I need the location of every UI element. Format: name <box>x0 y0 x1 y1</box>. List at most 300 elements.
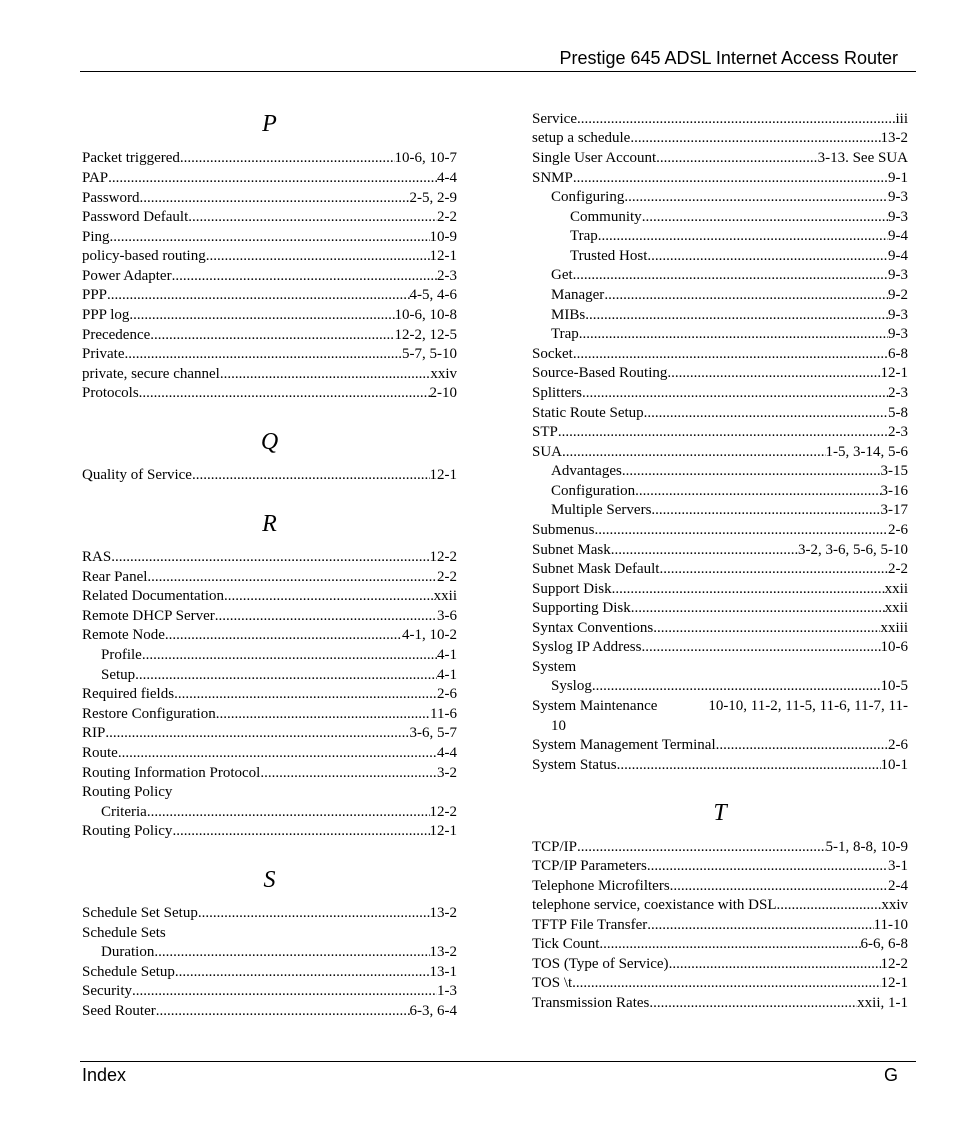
index-entry <box>532 423 908 443</box>
section-letter-heading: R <box>262 511 277 537</box>
index-page-refs: 10-10, 11-2, 11-5, 11-6, 11-7, 11- <box>708 698 908 714</box>
dot-leader <box>216 705 430 725</box>
index-page-refs: 2-3 <box>888 424 908 440</box>
index-page-refs: 3-15 <box>880 463 908 479</box>
dot-leader <box>667 364 880 384</box>
index-term: PPP log <box>82 307 130 323</box>
index-entry <box>82 247 457 267</box>
index-entry <box>532 521 908 541</box>
index-entry <box>82 963 457 983</box>
index-term: Setup <box>101 667 136 683</box>
index-page-refs: 4-4 <box>437 170 457 186</box>
dot-leader <box>108 169 437 189</box>
index-term: TCP/IP Parameters <box>532 858 647 874</box>
index-term: Subnet Mask Default <box>532 561 660 577</box>
index-entry <box>532 286 908 306</box>
dot-leader <box>617 756 881 776</box>
dot-leader <box>670 877 888 897</box>
index-entry <box>82 904 457 924</box>
dot-leader <box>188 208 437 228</box>
dot-leader <box>558 423 888 443</box>
index-entry <box>82 286 457 306</box>
index-entry <box>532 736 908 756</box>
index-term: Schedule Sets <box>82 925 166 941</box>
index-entry <box>532 935 908 955</box>
dot-leader <box>599 935 860 955</box>
index-term: Community <box>570 209 642 225</box>
index-page-refs: 2-2 <box>437 209 457 225</box>
index-term: Trap <box>551 326 579 342</box>
index-term: Protocols <box>82 385 139 401</box>
footer-section-label: Index <box>82 1065 127 1085</box>
index-page-refs: 9-1 <box>888 170 908 186</box>
dot-leader <box>156 1002 410 1022</box>
index-term: Duration <box>101 944 155 960</box>
index-term: Restore Configuration <box>82 706 216 722</box>
index-entry <box>82 943 457 963</box>
index-page-refs: 3-2, 3-6, 5-6, 5-10 <box>798 542 908 558</box>
index-page-refs: 12-1 <box>429 823 457 839</box>
dot-leader <box>180 149 395 169</box>
index-page-refs: 3-6 <box>437 608 457 624</box>
index-entry <box>532 345 908 365</box>
dot-leader <box>110 228 430 248</box>
index-page-refs: 11-6 <box>430 706 457 722</box>
dot-leader <box>635 482 880 502</box>
dot-leader <box>198 904 430 924</box>
index-term: System Management Terminal <box>532 737 716 753</box>
index-term: Configuring <box>551 189 625 205</box>
index-entry <box>532 501 908 521</box>
index-entry <box>82 326 457 346</box>
dot-leader <box>139 384 430 404</box>
index-term: Socket <box>532 346 573 362</box>
index-entry <box>532 580 908 600</box>
index-page-refs: 13-1 <box>429 964 457 980</box>
index-page-refs: 10-5 <box>880 678 908 694</box>
index-term: Routing Policy <box>82 784 173 800</box>
index-entry <box>532 482 908 502</box>
dot-leader <box>642 208 888 228</box>
index-page-refs: 4-4 <box>437 745 457 761</box>
index-term: Support Disk <box>532 581 612 597</box>
index-term: Precedence <box>82 327 151 343</box>
index-page-refs: 13-2 <box>429 944 457 960</box>
index-entry <box>82 267 457 287</box>
dot-leader <box>165 626 402 646</box>
index-page-refs: 13-2 <box>880 130 908 146</box>
dot-leader <box>206 247 430 267</box>
index-page-refs: 2-6 <box>437 686 457 702</box>
index-entry <box>82 345 457 365</box>
index-term: Packet triggered <box>82 150 180 166</box>
index-entry <box>82 228 457 248</box>
index-page-refs: 9-3 <box>888 267 908 283</box>
index-entry <box>532 896 908 916</box>
dot-leader <box>573 169 888 189</box>
index-term: Schedule Setup <box>82 964 175 980</box>
index-term: Quality of Service <box>82 467 192 483</box>
dot-leader <box>172 822 429 842</box>
index-page-refs: xxii <box>884 600 908 616</box>
dot-leader <box>174 685 437 705</box>
index-page-refs: 2-4 <box>888 878 908 894</box>
index-page-refs: 11-10 <box>873 917 908 933</box>
index-entry <box>532 838 908 858</box>
index-term: Private <box>82 346 125 362</box>
index-term: PPP <box>82 287 108 303</box>
dot-leader <box>656 149 817 169</box>
dot-leader <box>624 188 888 208</box>
index-term: Schedule Set Setup <box>82 905 198 921</box>
dot-leader <box>598 227 888 247</box>
index-page-refs: 2-3 <box>888 385 908 401</box>
dot-leader <box>142 646 437 666</box>
dot-leader <box>147 568 437 588</box>
index-entry <box>82 365 457 385</box>
dot-leader <box>647 857 888 877</box>
index-entry <box>532 149 908 169</box>
dot-leader <box>647 916 873 936</box>
index-entry <box>532 541 908 561</box>
index-page-refs: 3-6, 5-7 <box>409 725 457 741</box>
index-entry <box>532 227 908 247</box>
index-page-refs: 12-2, 12-5 <box>394 327 457 343</box>
index-page-refs: 3-17 <box>880 502 908 518</box>
index-entry <box>82 705 457 725</box>
dot-leader <box>132 982 437 1002</box>
index-entry <box>82 1002 457 1022</box>
index-term: MIBs <box>551 307 586 323</box>
dot-leader <box>215 607 437 627</box>
index-page-refs: 3-1 <box>888 858 908 874</box>
index-entry <box>82 666 457 686</box>
index-term: Subnet Mask <box>532 542 611 558</box>
index-entry <box>532 857 908 877</box>
dot-leader <box>669 955 881 975</box>
index-term: SUA <box>532 444 563 460</box>
dot-leader <box>641 638 880 658</box>
dot-leader <box>595 521 888 541</box>
index-term: telephone service, coexistance with DSL <box>532 897 777 913</box>
index-entry <box>82 189 457 209</box>
header-rule <box>80 71 916 72</box>
index-entry <box>532 599 908 619</box>
index-entry <box>82 822 457 842</box>
dot-leader <box>577 838 825 858</box>
index-entry <box>82 466 457 486</box>
index-term: Trap <box>570 228 598 244</box>
index-entry <box>532 697 908 717</box>
index-entry <box>532 756 908 776</box>
index-entry <box>82 685 457 705</box>
index-term: Required fields <box>82 686 175 702</box>
index-term: RAS <box>82 549 112 565</box>
index-entry <box>82 783 457 803</box>
index-term: System Status <box>532 757 617 773</box>
index-entry <box>532 188 908 208</box>
index-term: Remote Node <box>82 627 165 643</box>
dot-leader <box>573 345 888 365</box>
index-page-refs: 1-5, 3-14, 5-6 <box>825 444 908 460</box>
index-entry <box>82 208 457 228</box>
dot-leader <box>572 974 880 994</box>
footer-page-number: G <box>884 1065 899 1085</box>
dot-leader <box>175 963 430 983</box>
index-page-refs: 10-9 <box>429 229 457 245</box>
dot-leader <box>140 189 410 209</box>
index-entry <box>532 658 908 678</box>
index-entry <box>82 568 457 588</box>
index-term: Telephone Microfilters <box>532 878 670 894</box>
index-page-refs: 12-1 <box>429 467 457 483</box>
index-term: Multiple Servers <box>551 502 652 518</box>
index-term: SNMP <box>532 170 573 186</box>
dot-leader <box>659 560 888 580</box>
index-entry <box>82 803 457 823</box>
index-entry <box>532 916 908 936</box>
section-letter-heading: Q <box>260 429 279 455</box>
index-page-refs: 2-5, 2-9 <box>409 190 457 206</box>
index-page-refs: 6-8 <box>888 346 908 362</box>
index-page-refs: xxiv <box>881 897 908 913</box>
index-page-refs: 12-2 <box>880 956 908 972</box>
index-term: Splitters <box>532 385 583 401</box>
index-entry <box>82 724 457 744</box>
index-page-refs: 2-2 <box>437 569 457 585</box>
index-term: TOS (Type of Service) <box>532 956 669 972</box>
dot-leader <box>125 345 403 365</box>
index-entry <box>532 619 908 639</box>
index-page-refs: 2-3 <box>437 268 457 284</box>
index-page-refs: 2-10 <box>429 385 457 401</box>
index-entry <box>532 994 908 1014</box>
dot-leader <box>150 326 394 346</box>
index-page-refs: 6-6, 6-8 <box>860 936 908 952</box>
index-page-refs: 12-1 <box>880 365 908 381</box>
dot-leader <box>716 736 888 756</box>
dot-leader <box>604 286 888 306</box>
index-entry <box>82 982 457 1002</box>
index-entry <box>532 717 908 737</box>
index-term: Syslog <box>551 678 592 694</box>
index-entry <box>532 364 908 384</box>
dot-leader <box>147 803 430 823</box>
index-term: Manager <box>551 287 605 303</box>
index-page-refs: 10-6 <box>880 639 908 655</box>
index-term: Advantages <box>551 463 622 479</box>
index-page-refs: 2-6 <box>888 737 908 753</box>
dot-leader <box>585 306 888 326</box>
index-term: Static Route Setup <box>532 405 644 421</box>
index-term: Ping <box>82 229 110 245</box>
index-entry <box>532 638 908 658</box>
index-entry <box>532 677 908 697</box>
index-term: System Maintenance <box>532 698 658 714</box>
index-term: Route <box>82 745 118 761</box>
index-page-refs: xxii <box>884 581 908 597</box>
index-term: RIP <box>82 725 106 741</box>
index-page-refs: 9-3 <box>888 209 908 225</box>
index-entry <box>82 169 457 189</box>
dot-leader <box>647 247 888 267</box>
index-page-refs: 9-3 <box>888 326 908 342</box>
index-term: Transmission Rates <box>532 995 650 1011</box>
index-entry <box>82 626 457 646</box>
index-page-refs: 9-4 <box>888 228 908 244</box>
index-term: policy-based routing <box>82 248 206 264</box>
index-page-refs: 5-7, 5-10 <box>402 346 457 362</box>
index-entry <box>532 560 908 580</box>
dot-leader <box>622 462 881 482</box>
index-page-refs: 4-1 <box>437 647 457 663</box>
index-entry <box>82 646 457 666</box>
index-entry <box>532 266 908 286</box>
index-page-refs: 4-1 <box>437 667 457 683</box>
index-entry <box>532 974 908 994</box>
index-term: Trusted Host <box>570 248 648 264</box>
index-term: Power Adapter <box>82 268 172 284</box>
index-entry <box>532 208 908 228</box>
index-page-refs: 12-2 <box>429 549 457 565</box>
index-page-refs: 9-3 <box>888 189 908 205</box>
index-term: Configuration <box>551 483 636 499</box>
footer-rule <box>80 1061 916 1062</box>
index-entry <box>82 384 457 404</box>
index-entry <box>82 924 457 944</box>
index-page-refs: 1-3 <box>437 983 457 999</box>
section-letter-heading: S <box>263 867 276 893</box>
index-term: TOS \t <box>532 975 573 991</box>
index-term: STP <box>532 424 558 440</box>
index-term: Single User Account <box>532 150 657 166</box>
dot-leader <box>573 266 888 286</box>
index-page-refs: 2-2 <box>888 561 908 577</box>
index-entry <box>82 548 457 568</box>
dot-leader <box>592 677 881 697</box>
index-term: System <box>532 659 577 675</box>
index-term: Get <box>551 267 573 283</box>
dot-leader <box>577 110 896 130</box>
index-page-refs: 5-8 <box>888 405 908 421</box>
index-page-refs: 9-4 <box>888 248 908 264</box>
index-entry <box>532 247 908 267</box>
index-entry <box>82 587 457 607</box>
index-term: Security <box>82 983 132 999</box>
index-term: TCP/IP <box>532 839 578 855</box>
index-entry <box>532 325 908 345</box>
index-term: Routing Policy <box>82 823 173 839</box>
index-term: TFTP File Transfer <box>532 917 648 933</box>
index-term: Password <box>82 190 140 206</box>
index-term: Syntax Conventions <box>532 620 654 636</box>
dot-leader <box>260 764 437 784</box>
dot-leader <box>612 580 885 600</box>
index-entry <box>82 306 457 326</box>
index-page-refs: xxiii <box>880 620 908 636</box>
dot-leader <box>224 587 434 607</box>
index-entry <box>532 129 908 149</box>
index-page-refs: xxii, 1-1 <box>857 995 908 1011</box>
index-term: Service <box>532 111 577 127</box>
dot-leader <box>129 306 394 326</box>
index-term: Source-Based Routing <box>532 365 668 381</box>
index-page-refs: 6-3, 6-4 <box>409 1003 457 1019</box>
index-page-refs: 5-1, 8-8, 10-9 <box>825 839 908 855</box>
index-page-refs: 3-2 <box>437 765 457 781</box>
index-term: Related Documentation <box>82 588 225 604</box>
index-page-refs: 9-3 <box>888 307 908 323</box>
index-entry <box>532 110 908 130</box>
dot-leader <box>582 384 888 404</box>
index-entry <box>82 764 457 784</box>
section-letter-heading: P <box>262 111 277 137</box>
index-term: Routing Information Protocol <box>82 765 261 781</box>
dot-leader <box>644 404 888 424</box>
index-term: Submenus <box>532 522 595 538</box>
index-entry <box>532 877 908 897</box>
index-page-refs: 10-6, 10-7 <box>394 150 457 166</box>
dot-leader <box>631 599 885 619</box>
page-header: Prestige 645 ADSL Internet Access Router <box>559 48 898 68</box>
dot-leader <box>192 466 430 486</box>
index-term: Supporting Disk <box>532 600 631 616</box>
dot-leader <box>154 943 429 963</box>
section-letter-heading: T <box>713 800 727 826</box>
index-page-refs: 12-2 <box>429 804 457 820</box>
dot-leader <box>653 619 880 639</box>
index-page-refs: 10-1 <box>880 757 908 773</box>
index-entry <box>532 443 908 463</box>
dot-leader <box>105 724 409 744</box>
dot-leader <box>579 325 888 345</box>
index-term: Password Default <box>82 209 189 225</box>
index-page-refs: iii <box>895 111 908 127</box>
dot-leader <box>562 443 825 463</box>
dot-leader <box>118 744 437 764</box>
index-page-refs: 3-16 <box>880 483 908 499</box>
dot-leader <box>111 548 429 568</box>
index-term: setup a schedule <box>532 130 631 146</box>
dot-leader <box>649 994 857 1014</box>
index-page-refs: xxii <box>433 588 457 604</box>
index-term: Criteria <box>101 804 147 820</box>
index-entry <box>82 149 457 169</box>
index-term: private, secure channel <box>82 366 220 382</box>
dot-leader <box>651 501 880 521</box>
index-page-refs: 13-2 <box>429 905 457 921</box>
index-page-refs: 12-1 <box>429 248 457 264</box>
dot-leader <box>135 666 437 686</box>
index-page-refs: 4-5, 4-6 <box>409 287 457 303</box>
dot-leader <box>220 365 430 385</box>
index-entry <box>532 306 908 326</box>
dot-leader <box>611 541 798 561</box>
index-entry <box>532 169 908 189</box>
index-entry <box>82 744 457 764</box>
index-term: Profile <box>101 647 142 663</box>
index-page-refs: 12-1 <box>880 975 908 991</box>
index-page-refs: 9-2 <box>888 287 908 303</box>
index-entry <box>532 404 908 424</box>
index-page-refs: xxiv <box>430 366 457 382</box>
index-page-refs: 10-6, 10-8 <box>394 307 457 323</box>
index-entry <box>532 462 908 482</box>
index-entry <box>532 384 908 404</box>
index-entry <box>532 955 908 975</box>
index-page-refs: 2-6 <box>888 522 908 538</box>
index-term: PAP <box>82 170 109 186</box>
